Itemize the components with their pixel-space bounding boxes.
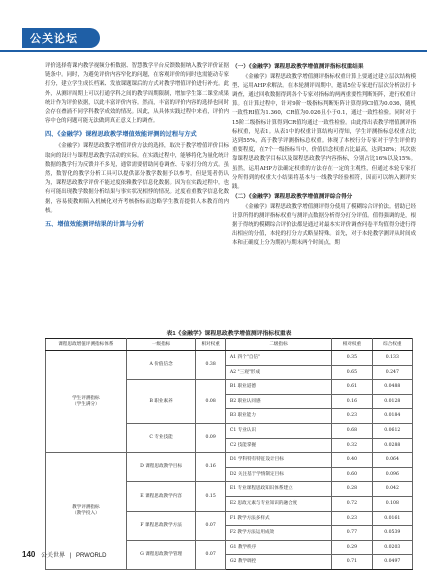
cell-weight2: 0.77 — [332, 526, 372, 541]
cell-weight1: 0.38 — [196, 351, 225, 380]
cell-level2: F1 教学方法多样式 — [225, 511, 331, 526]
cell-combined: 0.042 — [372, 482, 412, 497]
col-header-weight2: 相对权重 — [332, 339, 372, 351]
page-footer — [22, 550, 107, 559]
col-header-level1: 一级指标 — [126, 339, 196, 351]
cell-combined: 0.0184 — [372, 409, 412, 424]
cell-combined: 0.0161 — [372, 511, 412, 526]
cell-level1: B 职业素养 — [126, 380, 196, 424]
cell-weight2: 0.40 — [332, 453, 372, 468]
cell-weight2: 0.29 — [332, 540, 372, 555]
header-rule — [0, 50, 427, 52]
cell-combined: 0.0128 — [372, 394, 412, 409]
cell-level1: E 课程思政教学内容 — [126, 482, 196, 511]
cell-level2: D1 学科特有特征设计目标 — [225, 453, 331, 468]
cell-weight2: 0.23 — [332, 511, 372, 526]
cell-level1: C 专业技能 — [126, 423, 196, 452]
table-header-row — [46, 339, 413, 351]
cell-weight1: 0.16 — [196, 453, 225, 482]
section-4-paragraph: 《金融学》课程思政教学增值评价方法的选择，取决于教学增值评价目标取向的设计与课程思政教学活动的实际。在实践过程中，能够将化为量化统计数据的教学行为反馈并不多见，通常需要借助问卷调查、专家打分的方式。虽然，数智化的教学分析工具可以提供部分教学数据予以参考，但是笼者仍认为，课程思政教学评价不能过度依赖教学信息化数据。因为在实践过程中，也有可能出现教学数据分析结果与事实状况相悖的情况。过度看重教学信息化数据，容易使教师陷入机械化对齐考核指标而忽略学生教育提供人本教育的内核。 — [45, 143, 229, 214]
cell-weight1: 0.09 — [196, 423, 225, 452]
cell-weight2: 0.68 — [332, 423, 372, 438]
subsection-1-paragraph: 《金融学》课程思政教学增值测评指标权重计算上要通过建立层次结构模型、运用AHP求解法。在本轮测评周期中，邀请5位专家进行层次分析法打卡调查，通过回收数据得到各个专家对指标的两两重要性判断矩阵，进行权重计算。在计算过程中，针对9阶一级指标判断矩阵计算得到CI值为0.036，随机一致性RI值为1.360，CR值为0.026且小于0.1，通过一致性检验。同时对于15阶二级指标计算得到CR值均通过一致性检验。由此得出表教学增值测评指标权重，见表1。从表1中的权重计算结构可得知，学生评测指标总权重占比达到55%，高于教学评测指标总权重。体现了本校行分专家对于学生评价的重要程度，在7个一级指标当中，价值信念权重占比最高，达到38%；其次依靠课程思政教学目标以及课程思政教学内容指标，分别占比16%以及15%。虽然，运用AHP方法确定权重的方法存在一定的主观性，但通过本轮专家打分所得到的权重大小结果将基本与一线教学经验相符，因而可以纳入测评实践。 — [232, 73, 416, 190]
left-column — [45, 62, 229, 232]
col-header-weight1: 相对权重 — [196, 339, 225, 351]
section-label: 公关论坛 — [30, 33, 78, 45]
right-column — [232, 62, 416, 249]
cell-level2: C2 技能掌握 — [225, 438, 331, 453]
cell-level2: C1 专业认识 — [225, 423, 331, 438]
cell-combined: 0.0497 — [372, 555, 412, 570]
cell-weight1: 0.08 — [196, 380, 225, 424]
cell-weight2: 0.32 — [332, 438, 372, 453]
table-row — [46, 351, 413, 366]
section-4-heading: 四、《金融学》课程思政教学增值效能评测的过程与方式 — [45, 131, 197, 139]
cell-combined: 0.096 — [372, 467, 412, 482]
cell-level2: F2 教学方法运用成效 — [225, 526, 331, 541]
cell-level2: E2 思政元素与专业知识的融合度 — [225, 496, 331, 511]
intro-paragraph: 评价选择将课内教学视频分析数据、智慧教学平台反馈数据纳入教学评价证据链条中。同时，为避免评价内容窄化的问题，在客观评价的同时也需能动专家打分，建立学生成长档案、发放课题课后的方式对教学增值评价进行补充。此外，从测评周期上可以打通学科之间的教学周期限制，增加学生第二课堂成果统计作为评价依据，以此丰富评价内容。然而，丰富的评价内容的选择也同时会存在叠涌不同学科教学成效的情况。因此，从具体实践过程中来看，评价内容中仓的问题可能无法做到真正意义上的调查。 — [45, 63, 229, 125]
subsection-2-paragraph: 《金融学》课程思政教学增值测评得分使用了模糊综合评价法。借助已经计算所得的测评指标权重与测评点数据分析得分打分评值。值得强调的是，根据于得统的模糊综合评价法都是通过对最本实评价调查问卷平均值得分进行得出相应的分值，本轮的打分方式略显特殊。首先，对于本轮教学测评从时间成本和正确度上分为期初与期末两个时间点，期 — [232, 203, 416, 247]
cell-combined: 0.133 — [372, 351, 412, 366]
cell-weight2: 0.28 — [332, 482, 372, 497]
cell-level1: F 课程思政教学方法 — [126, 511, 196, 540]
cell-weight1: 0.07 — [196, 511, 225, 540]
cell-combined: 0.0539 — [372, 526, 412, 541]
table-title: 表1《金融学》课程思政教学增值测评指标权重表 — [166, 331, 292, 337]
cell-level2: G1 教学秩序 — [225, 540, 331, 555]
subsection-2-heading: （二）《金融学》课程思政教学增值测评综合得分 — [232, 194, 353, 201]
cell-level2: D2 关注基于学情制定目标 — [225, 467, 331, 482]
cell-level1: G 课程思政教学管理 — [126, 540, 196, 569]
cell-combined: 0.0612 — [372, 423, 412, 438]
cell-combined: 0.0288 — [372, 438, 412, 453]
cell-weight1: 0.15 — [196, 482, 225, 511]
cell-combined: 0.247 — [372, 365, 412, 380]
cell-level1: A 价值信念 — [126, 351, 196, 380]
cell-weight2: 0.16 — [332, 394, 372, 409]
table-body — [46, 351, 413, 570]
page-number: 140 — [22, 550, 36, 559]
cell-combined: 0.108 — [372, 496, 412, 511]
cell-level2: E1 专业课程思政知识体系建立 — [225, 482, 331, 497]
cell-weight2: 0.65 — [332, 365, 372, 380]
cell-level2: A1 四个"自信" — [225, 351, 331, 366]
col-header-combined: 综合权重 — [372, 339, 412, 351]
weight-table — [45, 338, 413, 570]
section-5-heading: 五、增值效能测评结果的计算与分析 — [45, 221, 144, 229]
subsection-1-heading: （一）《金融学》课程思政教学增值测评指标权重结果 — [232, 64, 364, 70]
journal-name: 公关世界 — [41, 553, 66, 559]
page-header — [0, 0, 427, 58]
cell-weight2: 0.35 — [332, 351, 372, 366]
col-header-system: 课程思政增值评测指标体系 — [46, 339, 127, 351]
cell-level2: B3 职业能力 — [225, 409, 331, 424]
cell-combined: 0.0203 — [372, 540, 412, 555]
col-header-level2: 二级指标 — [225, 339, 331, 351]
journal-name-en: PRWORLD — [75, 553, 107, 559]
cell-combined: 0.0488 — [372, 380, 412, 395]
cell-level2: B2 职业认同感 — [225, 394, 331, 409]
cell-system: 学生评测指标 （学生满分） — [46, 351, 127, 453]
cell-system: 教学评测指标 （教学投入） — [46, 453, 127, 570]
cell-weight2: 0.61 — [332, 380, 372, 395]
cell-level2: G2 教学调控 — [225, 555, 331, 570]
cell-level2: A2 "三观"形成 — [225, 365, 331, 380]
cell-weight2: 0.72 — [332, 496, 372, 511]
cell-weight2: 0.60 — [332, 467, 372, 482]
cell-weight1: 0.07 — [196, 540, 225, 569]
cell-combined: 0.064 — [372, 453, 412, 468]
table-row — [46, 453, 413, 468]
cell-weight2: 0.71 — [332, 555, 372, 570]
footer-separator: | — [69, 553, 72, 559]
cell-weight2: 0.23 — [332, 409, 372, 424]
cell-level2: B1 职业道德 — [225, 380, 331, 395]
cell-level1: D 课程思政教学目标 — [126, 453, 196, 482]
